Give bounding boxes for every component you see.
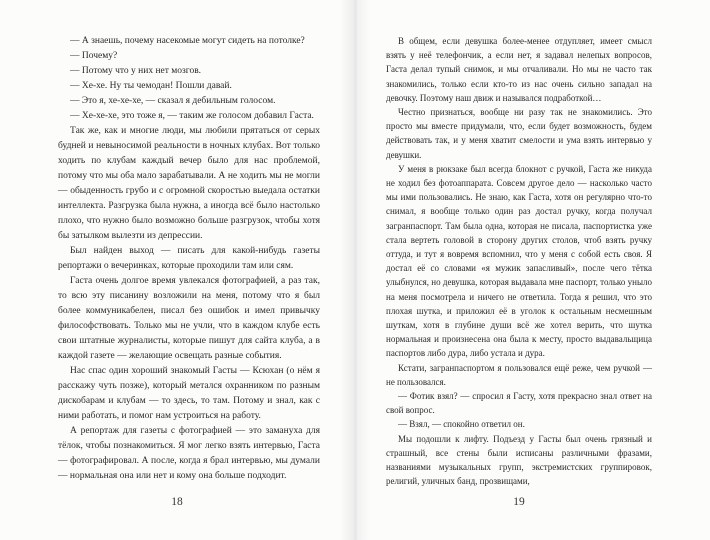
paragraph: Кстати, загранпаспортом я пользовался ещё реже, чем ручкой — не пользовался.	[386, 362, 652, 387]
paragraph: Был найден выход — писать для какой-нибудь газеты репортажи о вечеринках, которые проходили там или сям.	[58, 246, 320, 272]
paragraph: Мы подошли к лифту. Подъезд у Гасты был очень грязный и страшный, все стены были исписаны различными фразами, названиями музыкальных групп, экстремистских группировок, религий, уличных банд, прозвищами,	[386, 433, 652, 487]
paragraph: Честно признаться, вообще ни разу так не знакомились. Это просто мы вместе придумали, что, если будет возможность, будем действовать так, и у меня хватит смелости и ума взять интервью у девушки.	[386, 107, 652, 160]
paragraph: Нас спас один хороший знакомый Гасты — Ксюхан (о нём я расскажу чуть позже), который метался охранником по разным дискобарам и клубам — то здесь, то там. Потому и знал, как с ними работать, и помог нам устроиться на работу.	[58, 366, 320, 422]
right-page	[354, 0, 710, 540]
book-gutter-shadow	[340, 0, 370, 540]
paragraph: В общем, если девушка более-менее отдупляет, имеет смысл взять у неё телефончик, а если нет, я задавал нелепых вопросов, Гаста делал тупый снимок, и мы отчаливали. Но мы не часто так знакомились, только если кто-то из нас очень сильно западал на девочку. Поэтому наш движ и назывался подработкой…	[386, 36, 652, 103]
paragraph: У меня в рюкзаке был всегда блокнот с ручкой, Гаста же никуда не ходил без фотоаппарата. Совсем другое дело — насколько часто мы ими пользовались. Не знаю, как Гаста, хотя он регулярно что-то снимал, я вообще только один раз достал ручку, когда получал загранпаспорт. Там была одна, которая не писала, паспортистка уже стала вертеть головой в сторону других столов, чтоб взять ручку оттуда, и тут я вовремя вспомнил, что у меня с собой есть своя. Я достал её со словами «я мужик запасливый», после чего тётка улыбнулся, но девушка, которая выдавала мне паспорт, только уныло на меня посмотрела и ничего не ответила. Тогда я решил, что это плохая шутка, и приложил её в уголок к остальным несмешным шуткам, хотя в глубине души всё же хотел верить, что шутка нормальная и произнесена она была к месту, просто выдавальщица паспортов либо дура, либо устала и дура.	[386, 163, 652, 359]
left-page	[0, 0, 354, 540]
paragraph: Гаста очень долгое время увлекался фотографией, а раз так, то всю эту писанину возложили на меня, потому что я был более коммуникабелен, писал без ошибок и имел привычку философствовать. Только мы не учли, что в каждом клубе есть свои штатные журналисты, которые пишут для сайта клуба, а в каждой газете — желающие освещать разные события.	[58, 276, 320, 362]
page-number: 19	[513, 496, 525, 508]
paragraph: А репортаж для газеты с фотографией — это замануха для тёлок, чтобы познакомиться. Я мог легко взять интервью, Гаста — фотографировал. А после, когда я брал интервью, мы думали — нормальная она или нет и кому она больше подходит.	[58, 426, 320, 482]
paragraph: — Потому что у них нет мозгов.	[70, 66, 202, 77]
paragraph: — Взял, — спокойно ответил он.	[398, 419, 525, 430]
paragraph: — Фотик взял? — спросил я Гасту, хотя прекрасно знал ответ на свой вопрос.	[386, 391, 652, 416]
page-number: 18	[171, 496, 183, 508]
paragraph: Так же, как и многие люди, мы любили прятаться от серых будней и невыносимой реальности в ночных клубах. Вот только ходить по клубам каждый вечер было для нас проблемой, потому что мы оба мало зарабатывали. А не ходить мы не могли — обыденность грубо и с огромной скоростью выедала остатки интеллекта. Разгрузка была нужна, а иногда всё было настолько плохо, что нужно было возможно больше разгрузок, чтобы хотя бы затылком вылезти из депрессии.	[58, 126, 320, 242]
paragraph: — Хе-хе. Ну ты чемодан! Пошли давай.	[70, 81, 232, 92]
paragraph: — А знаешь, почему насекомые могут сидеть на потолке?	[70, 36, 305, 46]
paragraph: — Почему?	[70, 51, 118, 62]
paragraph: — Хе-хе-хе, это тоже я, — таким же голосом добавил Гаста.	[70, 111, 314, 122]
left-page-text	[58, 34, 320, 484]
paragraph: — Это я, хе-хе-хе, — сказал я дебильным голосом.	[70, 96, 276, 107]
right-page-text	[386, 34, 652, 489]
